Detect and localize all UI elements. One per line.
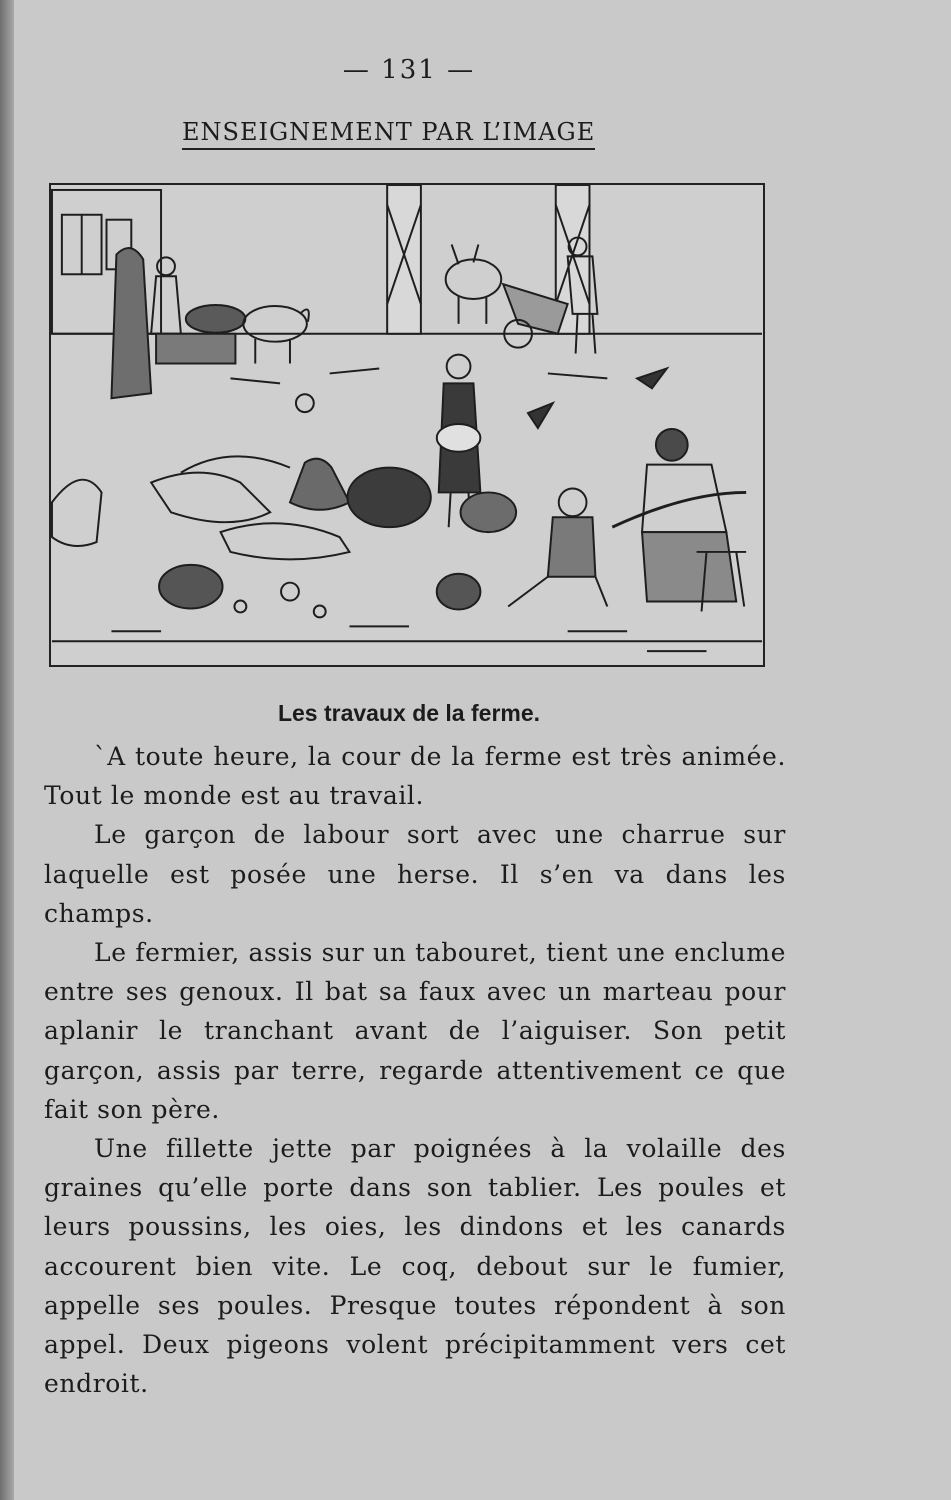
body-text: [44, 737, 786, 1403]
paragraph-2: Le garçon de labour sort avec une charrue sur laquelle est posée une herse. Il s’en va dans les champs.: [44, 820, 786, 928]
book-page: [14, 0, 951, 1500]
page-edge-shadow: [0, 0, 14, 1500]
farmyard-illustration: [49, 183, 765, 667]
paragraph-3: Le fermier, assis sur un tabouret, tient une enclume entre ses genoux. Il bat sa faux avec un marteau pour aplanir le tranchant avant de l’aiguiser. Son petit garçon, assis par terre, regarde attentivement ce que fait son père.: [44, 938, 786, 1124]
running-head: ENSEIGNEMENT PAR L’IMAGE: [182, 118, 595, 150]
farmyard-engraving: [51, 185, 763, 665]
illustration-caption: Les travaux de la ferme.: [277, 700, 541, 726]
paragraph-4: Une fillette jette par poignées à la volaille des graines qu’elle porte dans son tablier. Les poules et leurs poussins, les oies, les dindons et les canards accourent bien vite. Le coq, debout sur le fumier, appelle ses poules. Presque toutes répondent à son appel. Deux pigeons volent précipitamment vers cet endroit.: [44, 1134, 786, 1399]
page-number: — 131 —: [342, 55, 476, 85]
paragraph-1: `A toute heure, la cour de la ferme est très animée. Tout le monde est au travail.: [44, 742, 786, 811]
